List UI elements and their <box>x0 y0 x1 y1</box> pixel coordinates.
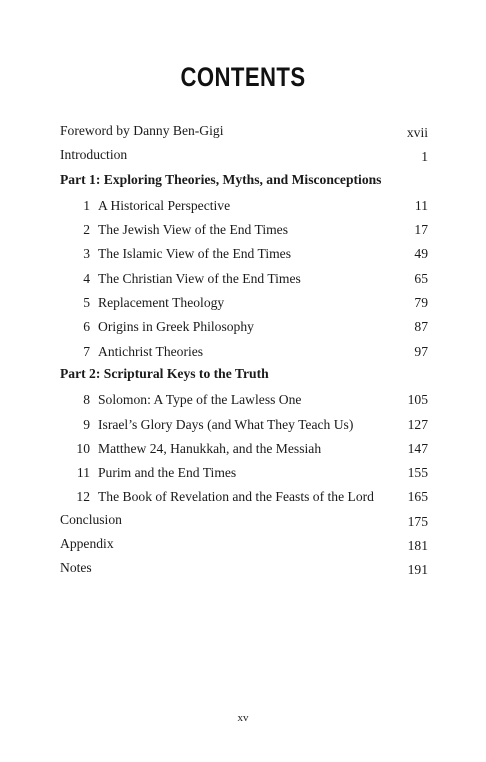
toc-chapter-entry <box>60 242 428 266</box>
entry-page-number: 147 <box>407 440 428 456</box>
toc-chapter-entry <box>60 291 428 315</box>
entry-title: Foreword by Danny Ben-Gigi <box>60 123 224 138</box>
entry-title: Israel’s Glory Days (and What They Teach Us) <box>98 416 354 432</box>
toc-entry <box>60 510 428 534</box>
chapter-number: 11 <box>76 465 90 481</box>
toc-chapter-entry <box>60 437 428 461</box>
entry-title: Conclusion <box>60 511 122 527</box>
toc-chapter-entry <box>60 413 428 437</box>
entry-title: The Islamic View of the End Times <box>98 246 291 262</box>
toc-entry <box>60 121 428 145</box>
entry-title: Origins in Greek Philosophy <box>98 319 254 335</box>
entry-page-number: 97 <box>414 343 428 359</box>
entry-title: Part 2: Scriptural Keys to the Truth <box>60 365 269 381</box>
toc-chapter-entry <box>60 267 428 291</box>
chapter-number: 8 <box>83 392 90 408</box>
toc-chapter-entry <box>60 340 428 364</box>
chapter-number: 5 <box>83 295 90 311</box>
entry-title: The Book of Revelation and the Feasts of the Lord <box>98 489 374 505</box>
entry-title: Antichrist Theories <box>98 343 204 359</box>
chapter-number: 12 <box>76 489 90 505</box>
toc-chapter-entry <box>60 315 428 339</box>
entry-page-number: 49 <box>414 246 428 262</box>
entry-title: Introduction <box>60 147 128 163</box>
entry-page-number: 87 <box>414 319 428 335</box>
chapter-number: 2 <box>83 222 90 238</box>
entry-page-number: 65 <box>414 270 428 286</box>
entry-page-number: 165 <box>407 489 428 505</box>
entry-title: Notes <box>60 560 92 576</box>
page-title: CONTENTS <box>180 62 306 92</box>
entry-title: The Jewish View of the End Times <box>98 222 288 238</box>
entry-page-number: xvii <box>406 125 428 140</box>
toc-chapter-entry <box>60 194 428 218</box>
chapter-number: 9 <box>83 416 90 432</box>
toc-chapter-entry <box>60 388 428 412</box>
toc-chapter-entry <box>60 218 428 242</box>
entry-page-number: 191 <box>407 562 428 578</box>
entry-title: Appendix <box>60 536 114 552</box>
toc-entry <box>60 558 428 582</box>
chapter-number: 1 <box>83 197 90 213</box>
toc-part-heading <box>60 170 428 194</box>
chapter-number: 3 <box>83 246 90 262</box>
toc-entry <box>60 534 428 558</box>
entry-page-number: 127 <box>407 416 428 432</box>
entry-page-number: 79 <box>414 295 428 311</box>
entry-title: Purim and the End Times <box>98 465 237 481</box>
entry-page-number: 155 <box>407 465 428 481</box>
entry-title: Matthew 24, Hanukkah, and the Messiah <box>98 440 322 456</box>
table-of-contents <box>60 121 428 583</box>
entry-page-number: 175 <box>407 513 428 529</box>
chapter-number: 4 <box>83 270 90 286</box>
entry-page-number: 105 <box>407 392 428 408</box>
toc-part-heading <box>60 364 428 388</box>
entry-title: Solomon: A Type of the Lawless One <box>98 392 302 408</box>
chapter-number: 6 <box>83 319 90 335</box>
entry-title: Replacement Theology <box>98 295 225 311</box>
entry-page-number: 1 <box>421 149 428 165</box>
entry-title: Part 1: Exploring Theories, Myths, and Misconceptions <box>60 171 382 187</box>
entry-title: A Historical Perspective <box>98 197 231 213</box>
toc-chapter-entry <box>60 485 428 509</box>
toc-chapter-entry <box>60 461 428 485</box>
chapter-number: 10 <box>76 440 90 456</box>
chapter-number: 7 <box>83 343 90 359</box>
entry-page-number: 17 <box>414 222 428 238</box>
page-folio: xv <box>237 712 249 724</box>
entry-title: The Christian View of the End Times <box>98 270 301 286</box>
toc-entry <box>60 145 428 169</box>
entry-page-number: 181 <box>407 538 428 554</box>
entry-page-number: 11 <box>414 197 428 213</box>
